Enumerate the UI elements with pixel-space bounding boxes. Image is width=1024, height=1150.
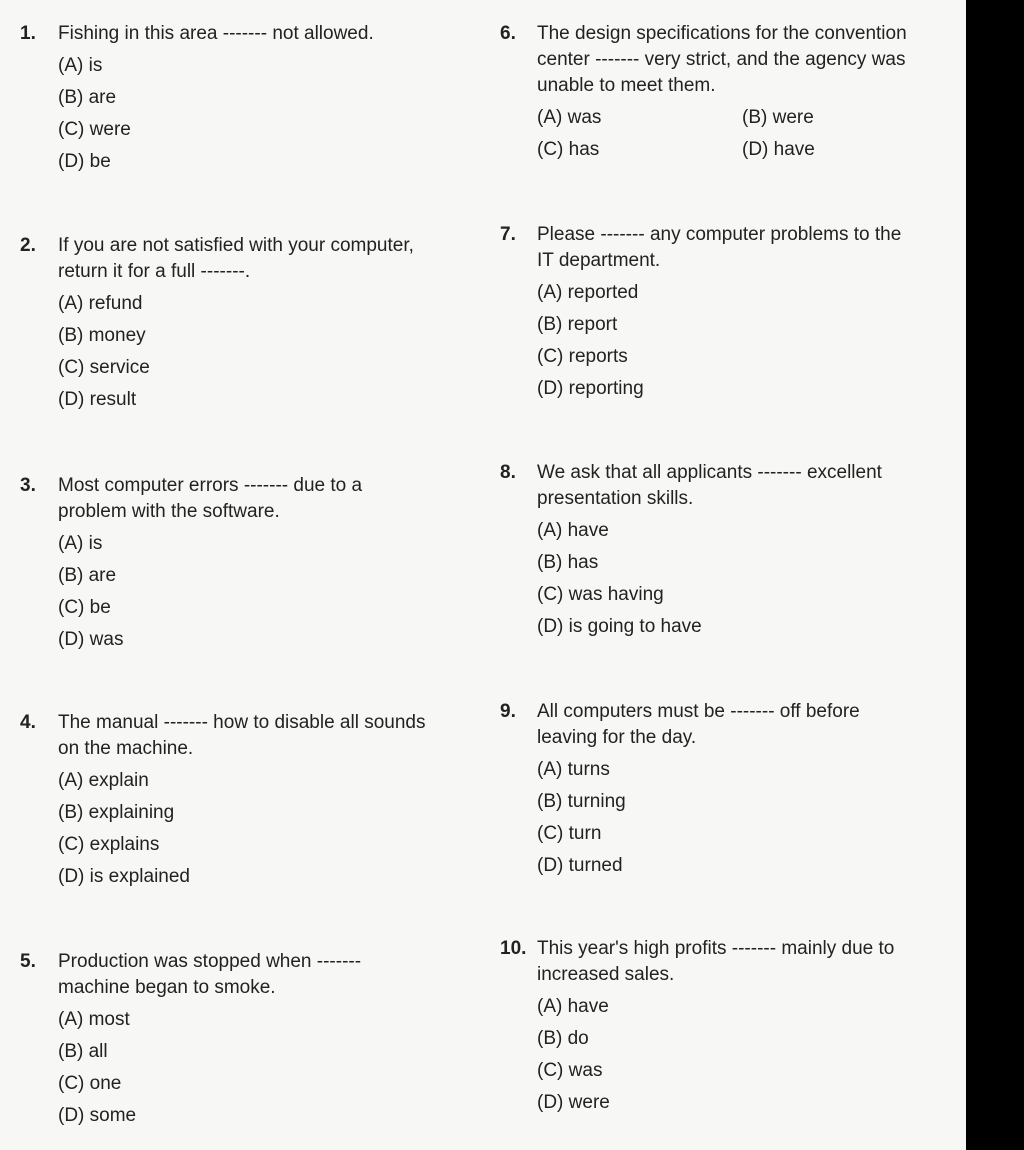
question-text-line-2: center ------- very strict, and the agency was xyxy=(537,49,906,70)
question-text-line-2: return it for a full -------. xyxy=(58,261,251,282)
answer-options xyxy=(537,105,940,163)
question-number: 10. xyxy=(500,938,527,959)
question-2 xyxy=(20,233,460,419)
question-text: Fishing in this area ------- not allowed. xyxy=(58,23,374,44)
question-text-line-1: This year's high profits ------- mainly due to xyxy=(537,938,895,959)
answer-options xyxy=(537,280,940,408)
black-edge-bar xyxy=(966,0,1024,1150)
option-b: (B) turning xyxy=(537,791,626,812)
option-a: (A) explain xyxy=(58,770,149,791)
question-number: 7. xyxy=(500,224,516,245)
question-number: 2. xyxy=(20,235,36,256)
option-c: (C) be xyxy=(58,597,111,618)
option-b: (B) has xyxy=(537,552,599,573)
question-3 xyxy=(20,473,460,659)
question-text-line-2: machine began to smoke. xyxy=(58,977,276,998)
option-d: (D) is explained xyxy=(58,866,190,887)
question-number: 3. xyxy=(20,475,36,496)
question-text-line-3: unable to meet them. xyxy=(537,75,716,96)
option-b: (B) were xyxy=(742,107,814,128)
question-8 xyxy=(500,460,940,646)
option-d: (D) be xyxy=(58,151,111,172)
option-b: (B) all xyxy=(58,1041,108,1062)
answer-options xyxy=(537,757,940,885)
option-c: (C) one xyxy=(58,1073,122,1094)
option-a: (A) refund xyxy=(58,293,143,314)
question-number: 1. xyxy=(20,23,36,44)
question-10 xyxy=(500,936,940,1122)
option-c: (C) were xyxy=(58,119,131,140)
option-b: (B) report xyxy=(537,314,618,335)
option-b: (B) money xyxy=(58,325,146,346)
question-text-line-1: Production was stopped when ------- xyxy=(58,951,362,972)
question-6 xyxy=(500,21,940,163)
answer-options xyxy=(537,518,940,646)
question-text-line-1: The manual ------- how to disable all sounds xyxy=(58,712,426,733)
option-a: (A) have xyxy=(537,520,609,541)
question-text-line-1: Please ------- any computer problems to the xyxy=(537,224,902,245)
option-a: (A) is xyxy=(58,533,103,554)
question-number: 9. xyxy=(500,701,516,722)
answer-options xyxy=(58,531,460,659)
question-text-line-2: on the machine. xyxy=(58,738,194,759)
question-text-line-2: presentation skills. xyxy=(537,488,694,509)
option-c: (C) has xyxy=(537,139,600,160)
option-a: (A) turns xyxy=(537,759,610,780)
option-d: (D) was xyxy=(58,629,124,650)
option-b: (B) are xyxy=(58,87,117,108)
option-c: (C) service xyxy=(58,357,150,378)
question-7 xyxy=(500,222,940,408)
question-number: 8. xyxy=(500,462,516,483)
option-a: (A) most xyxy=(58,1009,130,1030)
question-text-line-1: We ask that all applicants ------- excellent xyxy=(537,462,882,483)
option-c: (C) was having xyxy=(537,584,664,605)
option-d: (D) reporting xyxy=(537,378,644,399)
option-a: (A) reported xyxy=(537,282,639,303)
answer-options xyxy=(58,1007,460,1135)
question-5 xyxy=(20,949,460,1135)
question-number: 6. xyxy=(500,23,516,44)
question-text-line-1: If you are not satisfied with your computer, xyxy=(58,235,414,256)
question-text-line-1: Most computer errors ------- due to a xyxy=(58,475,363,496)
option-d: (D) is going to have xyxy=(537,616,702,637)
question-number: 5. xyxy=(20,951,36,972)
question-text-line-2: problem with the software. xyxy=(58,501,280,522)
answer-options xyxy=(58,53,460,181)
answer-options xyxy=(58,768,460,896)
question-number: 4. xyxy=(20,712,36,733)
question-4 xyxy=(20,710,460,896)
question-9 xyxy=(500,699,940,885)
option-a: (A) was xyxy=(537,107,602,128)
option-c: (C) turn xyxy=(537,823,602,844)
option-d: (D) result xyxy=(58,389,137,410)
option-d: (D) have xyxy=(742,139,815,160)
option-d: (D) turned xyxy=(537,855,623,876)
option-b: (B) are xyxy=(58,565,117,586)
option-d: (D) were xyxy=(537,1092,610,1113)
question-text-line-2: leaving for the day. xyxy=(537,727,697,748)
answer-options xyxy=(58,291,460,419)
option-c: (C) reports xyxy=(537,346,628,367)
option-c: (C) was xyxy=(537,1060,603,1081)
question-1 xyxy=(20,21,460,181)
question-text-line-2: increased sales. xyxy=(537,964,675,985)
answer-options xyxy=(537,994,940,1122)
option-a: (A) have xyxy=(537,996,609,1017)
option-b: (B) do xyxy=(537,1028,589,1049)
question-text-line-2: IT department. xyxy=(537,250,661,271)
option-c: (C) explains xyxy=(58,834,160,855)
option-d: (D) some xyxy=(58,1105,137,1126)
option-b: (B) explaining xyxy=(58,802,175,823)
option-a: (A) is xyxy=(58,55,103,76)
question-text-line-1: The design specifications for the convention xyxy=(537,23,907,44)
question-text-line-1: All computers must be ------- off before xyxy=(537,701,860,722)
